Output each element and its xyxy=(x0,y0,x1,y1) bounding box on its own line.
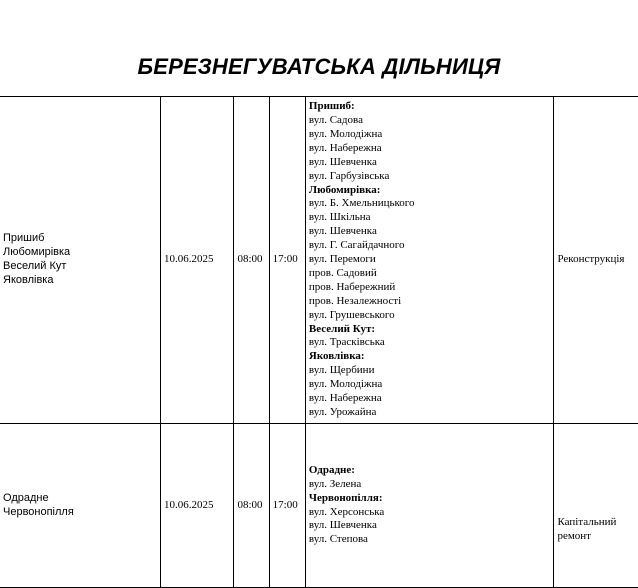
street-item: вул. Перемоги xyxy=(308,253,376,266)
settlement-group-heading: Пришиб: xyxy=(308,100,355,113)
settlement-name: Веселий Кут xyxy=(3,260,67,272)
street-item: вул. Степова xyxy=(308,533,368,546)
end-time: 17:00 xyxy=(272,253,298,266)
street-item: вул. Херсонська xyxy=(308,505,385,518)
street-item: вул. Трасківська xyxy=(308,336,385,349)
streets-cell xyxy=(305,424,554,588)
settlement-name: Яковлівка xyxy=(3,273,54,286)
end-time: 17:00 xyxy=(272,498,298,511)
settlement-group-heading: Любомирівка: xyxy=(308,183,381,196)
street-item: вул. Щербини xyxy=(308,364,375,377)
table-row xyxy=(0,97,638,424)
work-type-cell xyxy=(554,97,638,424)
street-item: вул. Шкільна xyxy=(308,211,371,224)
table-body xyxy=(0,97,638,588)
settlement-name: Пришиб xyxy=(3,232,45,245)
outage-date: 10.06.2025 xyxy=(164,253,214,266)
street-item: вул. Б. Хмельницького xyxy=(308,197,415,210)
date-cell xyxy=(161,97,234,424)
street-item: пров. Садовий xyxy=(308,266,377,279)
street-item: вул. Зелена xyxy=(308,477,362,490)
settlements-cell xyxy=(0,424,161,588)
street-item: вул. Гарбузівська xyxy=(308,169,390,182)
start-time-cell xyxy=(234,97,269,424)
start-time: 08:00 xyxy=(237,253,263,266)
settlement-group-heading: Одрадне: xyxy=(308,463,355,476)
end-time-cell xyxy=(269,424,305,588)
settlement-name: Одрадне xyxy=(3,491,49,504)
street-item: вул. Набережна xyxy=(308,141,382,154)
work-type: Реконструкція xyxy=(557,253,625,266)
street-item: вул. Г. Сагайдачного xyxy=(308,239,405,252)
settlement-group-heading: Яковлівка: xyxy=(308,350,365,363)
street-item: вул. Шевченка xyxy=(308,225,377,238)
start-time-cell xyxy=(234,424,269,588)
street-item: пров. Незалежності xyxy=(308,294,402,307)
end-time-cell xyxy=(269,97,305,424)
outage-schedule-table xyxy=(0,96,638,588)
street-item: вул. Грушевського xyxy=(308,308,395,321)
work-type-cell xyxy=(554,424,638,588)
street-item: вул. Молодіжна xyxy=(308,127,383,140)
work-type: ремонт xyxy=(557,529,591,542)
settlement-name: Любомирівка xyxy=(3,246,71,259)
street-item: вул. Шевченка xyxy=(308,155,377,168)
settlement-name: Червонопілля xyxy=(3,505,74,518)
settlement-group-heading: Червонопілля: xyxy=(308,491,383,504)
settlements-cell xyxy=(0,97,161,424)
settlement-group-heading: Веселий Кут: xyxy=(308,322,376,335)
street-item: вул. Шевченка xyxy=(308,519,377,532)
work-type: Капітальний xyxy=(557,515,617,528)
street-item: пров. Набережний xyxy=(308,280,396,293)
start-time: 08:00 xyxy=(237,498,263,511)
street-item: вул. Урожайна xyxy=(308,406,377,419)
outage-date: 10.06.2025 xyxy=(164,498,214,511)
street-item: вул. Садова xyxy=(308,113,363,126)
table-row xyxy=(0,424,638,588)
streets-cell xyxy=(305,97,554,424)
street-item: вул. Набережна xyxy=(308,392,382,405)
date-cell xyxy=(161,424,234,588)
page-title: БЕРЕЗНЕГУВАТСЬКА ДІЛЬНИЦЯ xyxy=(137,54,501,79)
street-item: вул. Молодіжна xyxy=(308,378,383,391)
